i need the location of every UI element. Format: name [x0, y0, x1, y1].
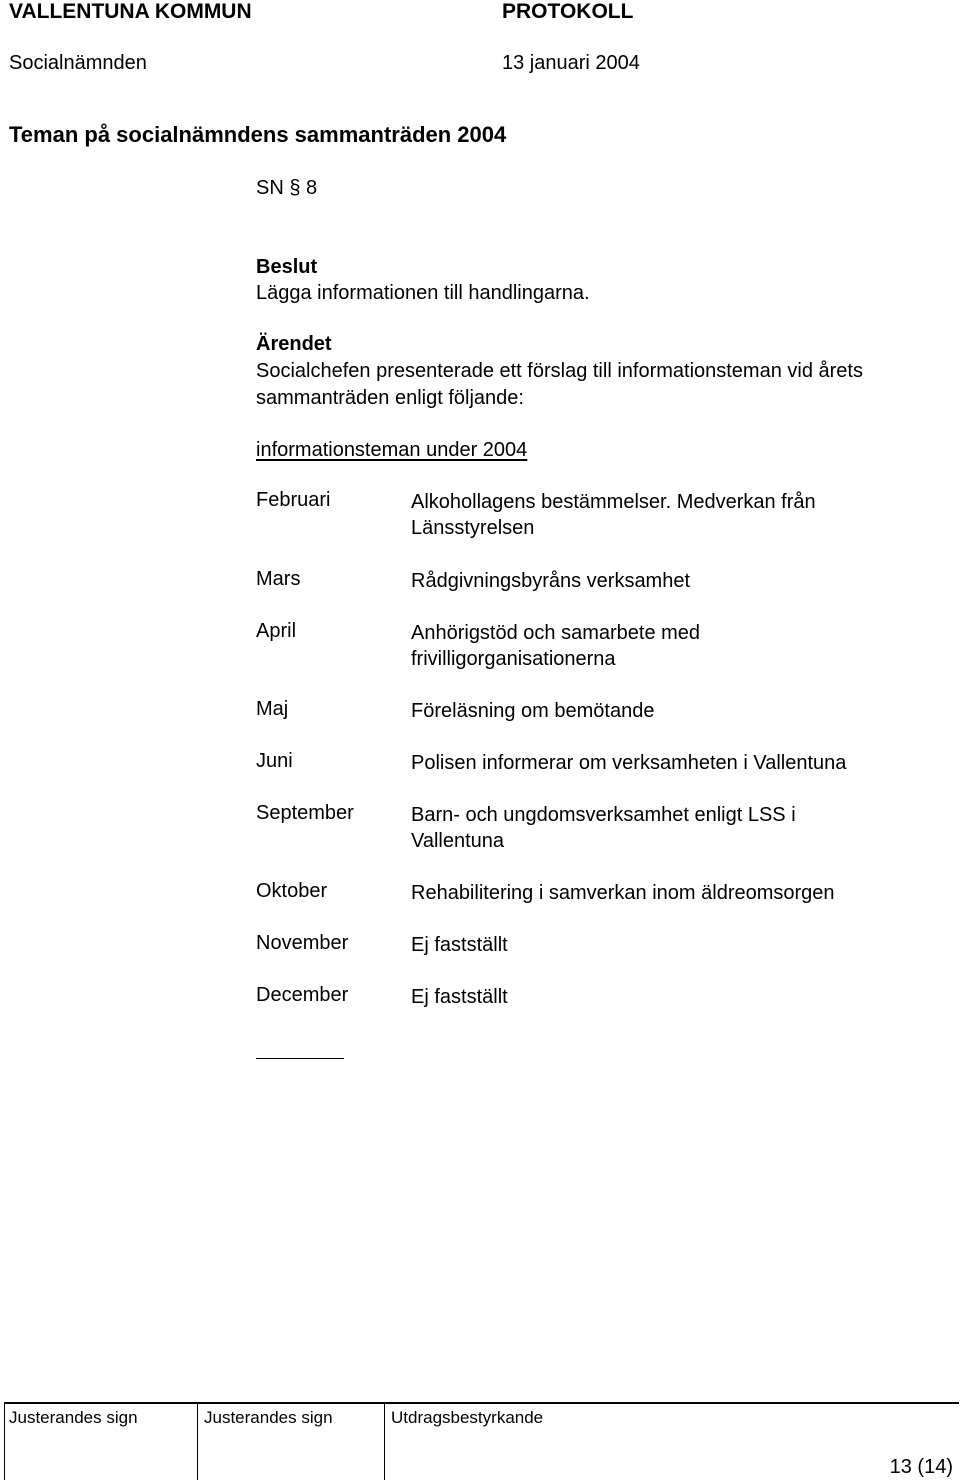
schedule-topic: Barn- och ungdomsverksamhet enligt LSS i Vallentuna	[411, 804, 796, 852]
beslut-heading: Beslut	[256, 256, 318, 278]
schedule-topic: Alkohollagens bestämmelser. Medverkan från Länsstyrelsen	[411, 491, 816, 539]
arendet-line-1: Socialchefen presenterade ett förslag till informationsteman vid årets	[256, 360, 863, 382]
signature-box	[4, 1404, 198, 1480]
schedule-topic: Föreläsning om bemötande	[411, 700, 655, 722]
schedule-month: Februari	[256, 489, 331, 511]
schedule-topic: Anhörigstöd och samarbete med frivilligorganisationerna	[411, 622, 701, 670]
extract-label: Utdragsbestyrkande	[391, 1408, 544, 1427]
signature-label: Justerandes sign	[204, 1408, 333, 1427]
schedule-topic: Ej fastställt	[411, 934, 508, 956]
arendet-heading: Ärendet	[256, 333, 332, 355]
signature-box	[197, 1404, 385, 1480]
organization-name: VALLENTUNA KOMMUN	[9, 0, 252, 23]
page-title: Teman på socialnämndens sammanträden 2004	[9, 122, 507, 147]
beslut-text: Lägga informationen till handlingarna.	[256, 282, 590, 304]
schedule-month: September	[256, 802, 354, 824]
schedule-month: December	[256, 984, 349, 1006]
schedule-month: Mars	[256, 568, 301, 590]
schedule-topic: Rådgivningsbyråns verksamhet	[411, 570, 691, 592]
schedule-topic: Rehabilitering i samverkan inom äldreomsorgen	[411, 882, 835, 904]
schedule-topic: Ej fastställt	[411, 986, 508, 1008]
section-end-rule	[256, 1058, 344, 1059]
schedule-month: April	[256, 620, 297, 642]
schedule-topic: Polisen informerar om verksamheten i Vallentuna	[411, 752, 847, 774]
committee-name: Socialnämnden	[9, 52, 147, 74]
schedule-month: November	[256, 932, 349, 954]
meeting-date: 13 januari 2004	[502, 52, 640, 74]
page-number: 13 (14)	[889, 1456, 953, 1478]
document-type: PROTOKOLL	[502, 0, 634, 23]
section-number: SN § 8	[256, 177, 318, 199]
schedule-heading: informationsteman under 2004	[256, 439, 528, 461]
extract-box	[384, 1404, 959, 1480]
schedule-month: Oktober	[256, 880, 328, 902]
schedule-month: Maj	[256, 698, 289, 720]
schedule-month: Juni	[256, 750, 293, 772]
signature-label: Justerandes sign	[9, 1408, 138, 1427]
arendet-line-2: sammanträden enligt följande:	[256, 387, 524, 409]
signature-footer	[4, 1402, 959, 1480]
